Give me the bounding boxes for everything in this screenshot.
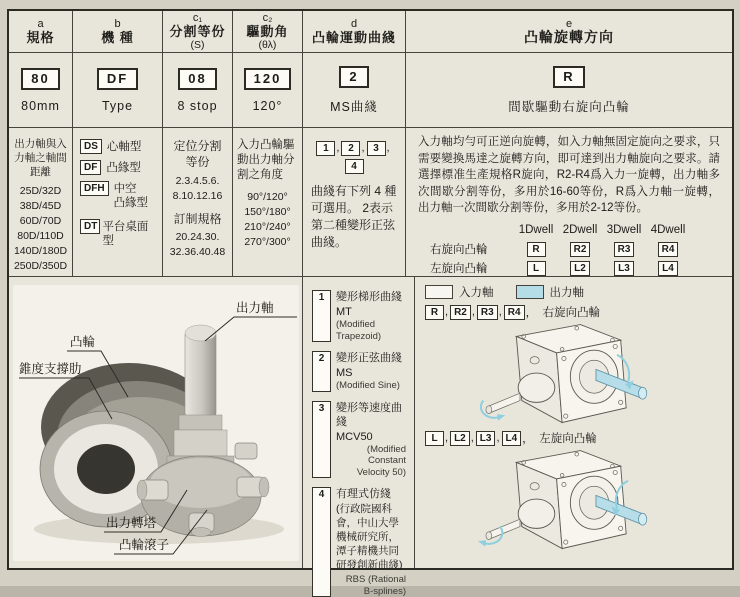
- separator: ，: [525, 307, 537, 319]
- code-box-curve: 2: [339, 66, 368, 88]
- col-c1-sub: (S): [190, 39, 205, 51]
- curve-item: [312, 351, 406, 392]
- rotation-code-chip: L2: [570, 261, 590, 276]
- input-cover: [518, 499, 555, 528]
- rotation-code-chip: R3: [614, 242, 635, 257]
- model-type-entry: [80, 181, 156, 210]
- detail-cell-a: [9, 128, 73, 277]
- rotation-paragraph: 入力軸均勻可正逆向旋轉，如入力軸無固定旋向之要求，只需要變換馬達之旋轉方向，即可達到出力軸旋向之要求。請選擇標准生產規格R旋向，R2-R4爲入力一旋轉，出力軸多次間歇分割等份，多用於16-60等份，R爲入力軸一旋轉，出力軸一次間歇分割等份，多用於2-12等份。: [418, 136, 720, 215]
- header-col-c1: [163, 11, 233, 53]
- dwell-cell: [558, 261, 602, 276]
- right-rotation-label: 右旋向凸輪: [542, 307, 601, 319]
- code-label-curve: MS曲綫: [330, 99, 378, 114]
- curve-item-body: [336, 290, 406, 342]
- size-option: 25D/32D: [19, 185, 62, 197]
- code-box-angle: 120: [244, 68, 292, 90]
- curve-number-chip: 4: [312, 487, 331, 597]
- roller: [235, 443, 257, 459]
- size-option: 38D/45D: [19, 200, 62, 212]
- output-shaft-label: 出力軸: [549, 287, 584, 299]
- shaft-legend: [425, 284, 722, 300]
- input-shaft-end: [485, 406, 491, 414]
- separator: ,: [445, 432, 449, 444]
- curve-name: 變形等速度曲綫: [336, 401, 402, 428]
- division-std-line2: 8.10.12.16: [172, 190, 223, 202]
- value-cell-c2: [233, 53, 303, 128]
- dwell-cell: [646, 242, 690, 257]
- curve-number-chip: 2: [312, 351, 331, 392]
- angle-option: 210°/240°: [244, 221, 291, 233]
- separator: ,: [361, 142, 365, 154]
- angle-option: 270°/300°: [244, 236, 291, 248]
- col-c2-sub: (θλ): [258, 39, 277, 51]
- output-shaft-end: [638, 387, 646, 399]
- col-d-label: 凸輪運動曲綫: [311, 30, 396, 45]
- curve-name: 變形正弦曲綫: [336, 352, 402, 364]
- shaft-step-1: [179, 415, 222, 430]
- left-hand-cam-label: 左旋向凸輪: [430, 263, 488, 276]
- model-type-label: 心軸型: [106, 141, 142, 153]
- value-cell-d: [303, 53, 406, 128]
- axis-distance-title: 出力軸與入力軸之軸間距離: [14, 138, 67, 178]
- value-cell-b: [73, 53, 163, 128]
- arrowhead: [497, 414, 505, 420]
- input-cover: [518, 373, 555, 402]
- curve-credit: (行政院國科會，中山大學機械研究所，潭子精機共同研發創新曲綫): [336, 503, 403, 571]
- rotation-code-chip: L3: [614, 261, 634, 276]
- rotation-code-chip: L2: [450, 431, 470, 446]
- dwell-header: 2Dwell: [562, 224, 598, 237]
- size-option: 250D/350D: [13, 260, 68, 272]
- detail-cell-d: [303, 128, 406, 277]
- dwell-cell: [646, 261, 690, 276]
- left-hand-gearbox-drawing: [449, 446, 699, 554]
- division-title-line1: 定位分割: [173, 139, 222, 153]
- value-cell-e: [406, 53, 732, 128]
- curve-code-chip: 4: [345, 159, 364, 174]
- curve-number-chip: 3: [312, 401, 331, 479]
- curve-code: MT: [336, 306, 352, 318]
- model-type-entry: [80, 219, 156, 248]
- curve-note-line2: 2表示第二種變形正弦曲綫。: [311, 201, 396, 249]
- model-type-label: 凸緣型: [106, 162, 141, 174]
- dwell-cell: [602, 261, 646, 276]
- curve-name-en: RBS (Rational B-splines): [345, 574, 406, 597]
- model-type-label: [114, 181, 149, 210]
- dwell-table: [430, 221, 720, 278]
- output-shaft-top: [185, 325, 216, 341]
- separator: ,: [386, 142, 390, 154]
- curve-name-en: (Modified Sine): [336, 380, 400, 391]
- custom-spec-title: 訂制規格: [173, 212, 222, 226]
- curve-item-body: [336, 401, 406, 479]
- size-option: 140D/180D: [13, 245, 68, 257]
- size-option: 80D/110D: [17, 230, 64, 242]
- cam-mechanism-photo: [9, 277, 303, 567]
- separator: ,: [471, 306, 475, 318]
- curve-code: MS: [336, 367, 353, 379]
- cam-label: 凸輪: [70, 335, 96, 349]
- rotation-code-chip: R2: [570, 242, 591, 257]
- dwell-header-row: [430, 221, 720, 240]
- col-b-label: 機 種: [101, 30, 134, 45]
- dwell-header: 4Dwell: [650, 224, 686, 237]
- right-hand-cam-label: 右旋向凸輪: [430, 244, 488, 257]
- code-box-rotation: R: [553, 66, 584, 88]
- curve-item: [312, 290, 406, 342]
- taper-rib-label: 錐度支撐肋: [19, 362, 82, 376]
- input-shaft-end: [485, 532, 491, 540]
- code-label-type: Type: [101, 98, 134, 113]
- right-hand-gearbox-drawing: [449, 320, 699, 428]
- size-option: 60D/70D: [19, 215, 62, 227]
- separator: ，: [522, 433, 534, 445]
- value-cell-a: [9, 53, 73, 128]
- drive-angle-title: 入力凸輪驅動出力軸分割之角度: [237, 139, 295, 181]
- col-c1-label: 分割等份: [169, 24, 226, 39]
- code-box-type: DF: [97, 68, 138, 90]
- output-shaft-cylinder: [185, 331, 216, 417]
- right-rotation-line: [425, 304, 722, 320]
- detail-cell-e: [406, 128, 732, 277]
- header-col-d: [303, 11, 406, 53]
- rotation-code-chip: L4: [502, 431, 522, 446]
- value-cell-c1: [163, 53, 233, 128]
- model-code-chip: DT: [80, 219, 100, 234]
- curve-name: 變形梯形曲綫: [336, 291, 402, 303]
- dwell-header: 3Dwell: [606, 224, 642, 237]
- left-rotation-line: [425, 430, 722, 446]
- header-col-a: [9, 11, 73, 53]
- angle-option: 150°/180°: [244, 206, 291, 218]
- dwell-cell: [602, 242, 646, 257]
- cam-roller-label: 凸輪滾子: [119, 538, 170, 552]
- angle-option: 90°/120°: [247, 191, 288, 203]
- rotation-code-chip: R2: [450, 305, 471, 320]
- dwell-header: 1Dwell: [518, 224, 554, 237]
- input-shaft: [488, 393, 519, 413]
- code-label-size: 80mm: [21, 98, 60, 113]
- detail-cell-c2: [233, 128, 303, 277]
- shaft-step-2: [174, 430, 227, 456]
- output-shaft-swatch: [516, 285, 544, 299]
- dwell-left-row: [430, 259, 720, 278]
- curve-item-body: [336, 487, 406, 597]
- output-shaft-end: [638, 513, 646, 525]
- curve-name-en: (Modified Constant Velocity 50): [356, 443, 406, 478]
- model-type-label-line2: 凸緣型: [113, 197, 149, 209]
- separator: ,: [496, 432, 500, 444]
- roller-cap: [259, 477, 269, 497]
- curve-note-line1: 曲綫有下列 4 種可選用。: [311, 184, 397, 215]
- input-shaft: [488, 519, 519, 539]
- rotation-code-chip: R4: [504, 305, 525, 320]
- rotation-code-chip: L: [527, 261, 546, 276]
- input-shaft-label: 入力軸: [459, 287, 494, 299]
- model-code-chip: DFH: [80, 181, 109, 196]
- curves-panel: [303, 277, 415, 597]
- col-a-letter: a: [37, 18, 44, 30]
- cam-keyway: [99, 445, 113, 455]
- rotation-code-chip: R: [425, 305, 444, 320]
- model-code-chip: DF: [80, 160, 101, 175]
- curve-item: [312, 487, 406, 597]
- model-type-entry: [80, 160, 156, 175]
- curve-code: MCV50: [336, 430, 373, 443]
- division-custom-line1: 20.24.30.: [175, 231, 220, 243]
- curve-code-chips: [311, 138, 397, 174]
- curve-item-body: [336, 351, 402, 392]
- dwell-cell: [558, 242, 602, 257]
- curve-note: [311, 183, 397, 251]
- rotation-code-chip: R: [527, 242, 546, 257]
- col-e-label: 凸輪旋轉方向: [524, 29, 614, 45]
- curve-number-chip: 1: [312, 290, 331, 342]
- curve-code-chip: 2: [341, 141, 360, 156]
- header-col-b: [73, 11, 163, 53]
- curve-name: 有理式仿綫: [336, 488, 391, 500]
- rotation-code-chip: L: [425, 431, 444, 446]
- col-a-label: 規格: [26, 30, 55, 45]
- output-turret-label: 出力轉塔: [106, 516, 157, 530]
- dwell-cell: [514, 261, 558, 276]
- header-col-e: [406, 11, 732, 53]
- spec-table: [7, 9, 734, 597]
- dwell-right-row: [430, 240, 720, 259]
- dwell-cell: [514, 242, 558, 257]
- direction-panel: [415, 277, 732, 568]
- roller-cap: [191, 528, 211, 537]
- col-e-letter: e: [565, 18, 573, 30]
- curve-name-en: (Modified Trapezoid): [336, 319, 382, 342]
- division-custom-line2: 32.36.40.48: [169, 246, 226, 258]
- left-rotation-label: 左旋向凸輪: [539, 433, 597, 445]
- curve-item: [312, 401, 406, 479]
- col-c1-letter: c₁: [192, 12, 203, 24]
- code-label-rotation: 間歇驅動右旋向凸輪: [508, 99, 630, 114]
- arrowhead: [477, 540, 485, 546]
- roller-cap: [137, 480, 147, 500]
- output-shaft-label: 出力軸: [236, 301, 274, 315]
- model-type-label-line1: 中空: [113, 183, 137, 195]
- separator: ,: [498, 306, 502, 318]
- curve-code-chip: 1: [316, 141, 335, 156]
- model-code-chip: DS: [80, 139, 102, 154]
- code-label-stops: 8 stop: [177, 98, 218, 113]
- division-std-line1: 2.3.4.5.6.: [175, 175, 220, 187]
- division-title-line2: 等份: [185, 155, 210, 169]
- detail-cell-b: [73, 128, 163, 277]
- model-type-label: 平台桌面型: [102, 221, 149, 247]
- rotation-code-chip: R4: [658, 242, 679, 257]
- separator: ,: [336, 142, 340, 154]
- rotation-code-chip: R3: [477, 305, 498, 320]
- col-b-letter: b: [114, 18, 121, 30]
- model-type-entry: [80, 139, 156, 154]
- code-label-angle: 120°: [252, 98, 283, 113]
- rotation-code-chip: L4: [658, 261, 678, 276]
- detail-cell-c1: [163, 128, 233, 277]
- photo-panel: [9, 277, 303, 568]
- col-d-letter: d: [350, 18, 358, 30]
- curve-code-chip: 3: [367, 141, 386, 156]
- code-box-size: 80: [21, 68, 59, 90]
- col-c2-letter: c₂: [262, 12, 273, 24]
- separator: ,: [470, 432, 474, 444]
- col-c2-label: 驅動角: [246, 24, 289, 39]
- code-box-stops: 08: [178, 68, 216, 90]
- input-shaft-swatch: [425, 285, 453, 299]
- header-col-c2: [233, 11, 303, 53]
- rotation-code-chip: L3: [476, 431, 496, 446]
- separator: ,: [445, 306, 449, 318]
